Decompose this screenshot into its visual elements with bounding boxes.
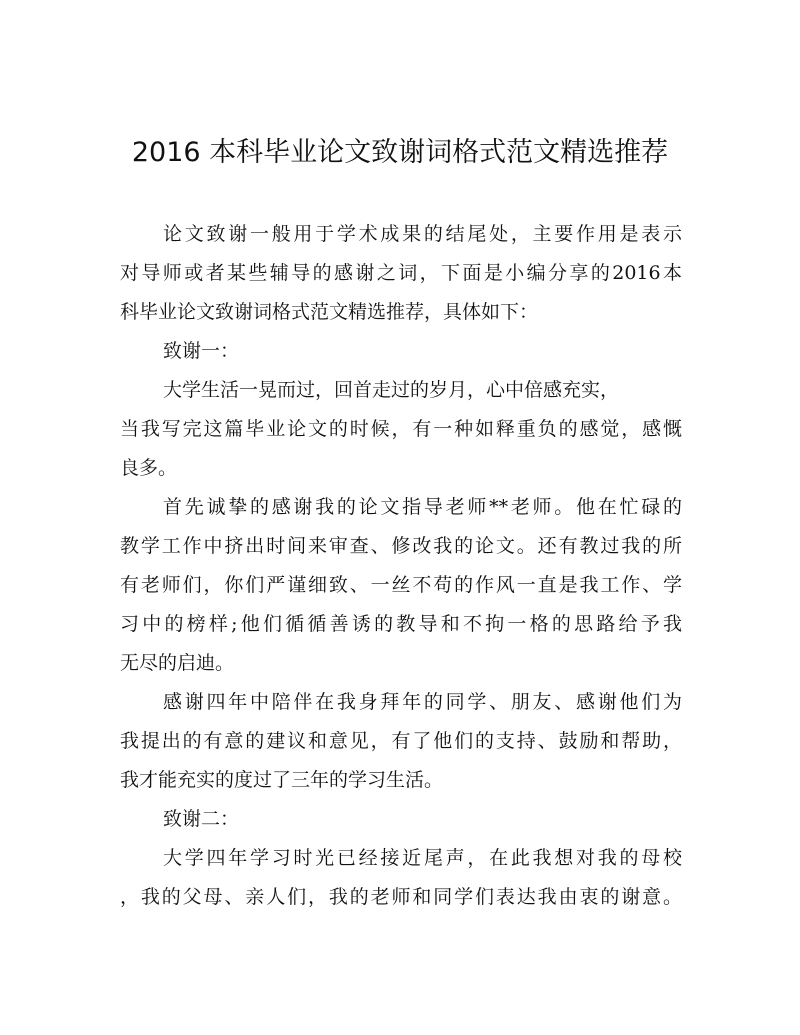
- text-line: 我才能充实的度过了三年的学习生活。: [120, 769, 444, 791]
- text-line: 大学四年学习时光已经接近尾声，在此我想对我的母校: [163, 847, 682, 869]
- text-line: 无尽的启迪。: [120, 652, 235, 674]
- text-line: 致谢一：: [163, 340, 240, 362]
- text-line: 有老师们，你们严谨细致、一丝不苟的作风一直是我工作、学: [120, 574, 682, 596]
- text-line: 感谢四年中陪伴在我身拜年的同学、朋友、感谢他们为: [163, 691, 682, 713]
- text-line: 教学工作中挤出时间来审查、修改我的论文。还有教过我的所: [120, 535, 682, 557]
- text-line: 论文致谢一般用于学术成果的结尾处，主要作用是表示: [163, 223, 682, 245]
- text-line: 科毕业论文致谢词格式范文精选推荐，具体如下：: [120, 301, 539, 323]
- text-line: 良多。: [120, 457, 178, 479]
- text-line: 我提出的有意的建议和意见，有了他们的支持、鼓励和帮助，: [120, 730, 682, 752]
- text-line: ，我的父母、亲人们，我的老师和同学们表达我由衷的谢意。: [120, 886, 682, 908]
- page-title: 2016 本科毕业论文致谢词格式范文精选推荐: [131, 137, 669, 168]
- text-line: 对导师或者某些辅导的感谢之词，下面是小编分享的2016本: [120, 262, 682, 284]
- text-line: 当我写完这篇毕业论文的时候，有一种如释重负的感觉，感慨: [120, 418, 682, 440]
- text-line: 大学生活一晃而过，回首走过的岁月，心中倍感充实，: [163, 379, 620, 401]
- text-line: 习中的榜样;他们循循善诱的教导和不拘一格的思路给予我: [120, 613, 682, 635]
- text-line: 首先诚挚的感谢我的论文指导老师**老师。他在忙碌的: [163, 496, 682, 518]
- text-line: 致谢二：: [163, 808, 240, 830]
- document-body: [120, 215, 682, 917]
